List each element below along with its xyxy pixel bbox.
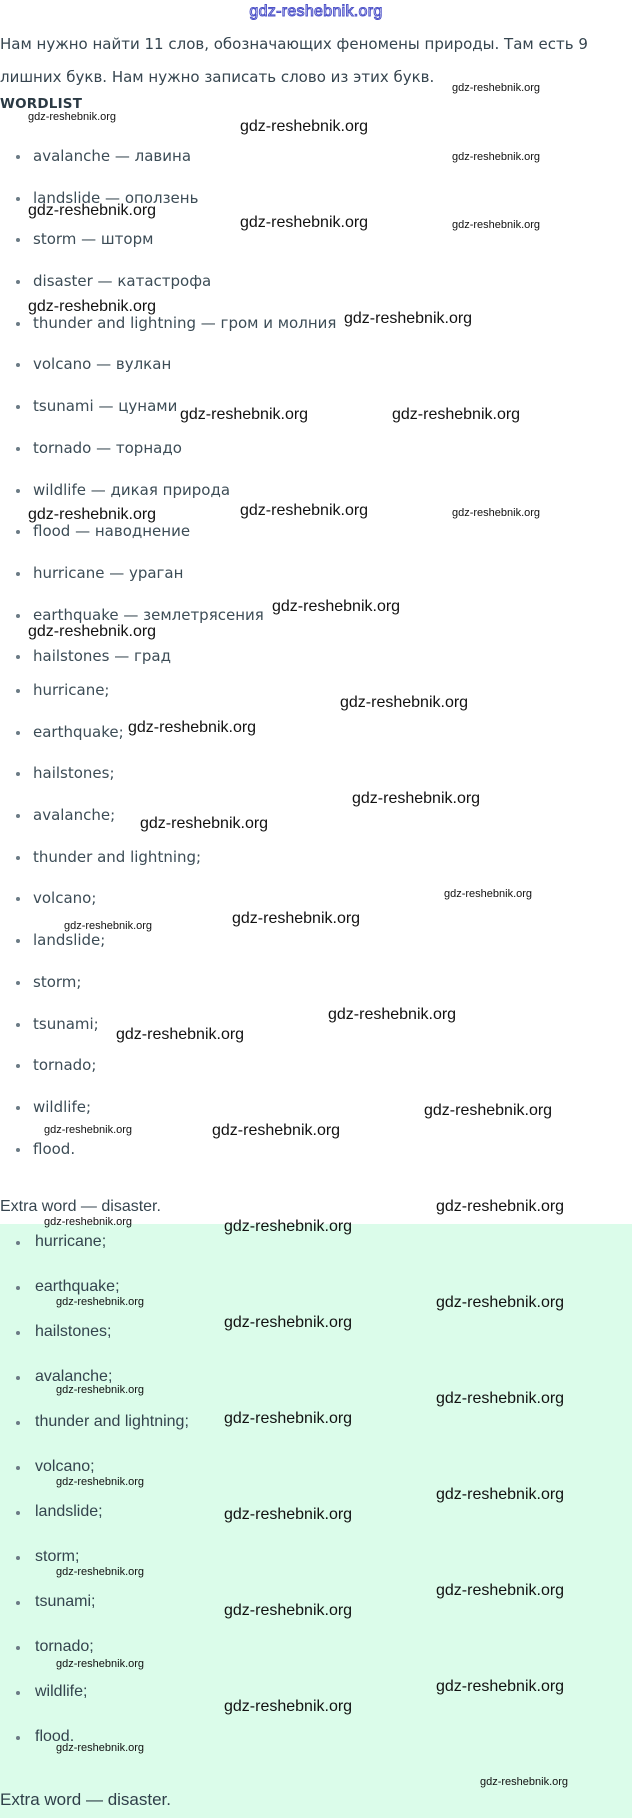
list-item: tornado — торнадо (0, 434, 336, 476)
intro-line-2: лишних букв. Нам нужно записать слово из этих букв. (0, 68, 435, 86)
highlighted-extra-word-text: Extra word — disaster. (0, 1790, 172, 1809)
watermark: gdz-reshebnik.org (224, 1218, 353, 1235)
watermark: gdz-reshebnik.org (224, 1410, 353, 1427)
intro-line-1: Нам нужно найти 11 слов, обозначающих феномены природы. Там есть 9 (0, 35, 588, 53)
wordlist-heading: WORDLIST (0, 96, 83, 112)
list-item: thunder and lightning — гром и молния (0, 309, 336, 351)
watermark: gdz-reshebnik.org (224, 1506, 353, 1523)
list-item: volcano; (0, 1453, 189, 1498)
watermark: gdz-reshebnik.org (436, 1198, 565, 1215)
watermark: gdz-reshebnik.org (436, 1294, 565, 1311)
watermark: gdz-reshebnik.org (452, 219, 541, 231)
site-header (0, 0, 632, 26)
watermark: gdz-reshebnik.org (128, 719, 257, 736)
watermark: gdz-reshebnik.org (224, 1698, 353, 1715)
watermark: gdz-reshebnik.org (56, 1566, 145, 1578)
list-item: avalanche; (0, 801, 201, 843)
list-item: storm — шторм (0, 225, 336, 267)
list-item: hurricane; (0, 676, 201, 718)
watermark: gdz-reshebnik.org (480, 1776, 569, 1788)
watermark: gdz-reshebnik.org (28, 202, 157, 219)
watermark: gdz-reshebnik.org (452, 151, 541, 163)
watermark: gdz-reshebnik.org (116, 1026, 245, 1043)
watermark: gdz-reshebnik.org (180, 406, 309, 423)
highlighted-answer-list (0, 1228, 189, 1768)
watermark: gdz-reshebnik.org (340, 694, 469, 711)
site-logo-text[interactable]: gdz-reshebnik.org (249, 3, 383, 20)
list-item: hurricane — ураган (0, 559, 336, 601)
watermark: gdz-reshebnik.org (44, 1124, 133, 1136)
watermark: gdz-reshebnik.org (436, 1486, 565, 1503)
list-item: tornado; (0, 1051, 201, 1093)
watermark: gdz-reshebnik.org (224, 1602, 353, 1619)
watermark: gdz-reshebnik.org (64, 920, 153, 932)
list-item: tsunami — цунами (0, 392, 336, 434)
watermark: gdz-reshebnik.org (56, 1658, 145, 1670)
list-item: earthquake; (0, 718, 201, 760)
list-item: disaster — катастрофа (0, 267, 336, 309)
list-item: landslide; (0, 1498, 189, 1543)
watermark: gdz-reshebnik.org (56, 1476, 145, 1488)
list-item: flood. (0, 1723, 189, 1768)
extra-word-text: Extra word — disaster. (0, 1198, 161, 1215)
list-item: avalanche — лавина (0, 142, 336, 184)
list-item: earthquake — землетрясения (0, 601, 336, 643)
list-item: thunder and lightning; (0, 843, 201, 885)
watermark: gdz-reshebnik.org (232, 910, 361, 927)
wordlist-list (0, 142, 336, 684)
watermark: gdz-reshebnik.org (272, 598, 401, 615)
list-item: hailstones; (0, 1318, 189, 1363)
list-item: storm; (0, 1543, 189, 1588)
intro-text (0, 28, 620, 94)
list-item: avalanche; (0, 1363, 189, 1408)
watermark: gdz-reshebnik.org (212, 1122, 341, 1139)
watermark: gdz-reshebnik.org (44, 1216, 133, 1228)
watermark: gdz-reshebnik.org (28, 111, 117, 123)
watermark: gdz-reshebnik.org (444, 888, 533, 900)
list-item: wildlife; (0, 1093, 201, 1135)
watermark: gdz-reshebnik.org (424, 1102, 553, 1119)
list-item: storm; (0, 968, 201, 1010)
list-item: tornado; (0, 1633, 189, 1678)
list-item: earthquake; (0, 1273, 189, 1318)
watermark: gdz-reshebnik.org (140, 815, 269, 832)
list-item: thunder and lightning; (0, 1408, 189, 1453)
watermark: gdz-reshebnik.org (328, 1006, 457, 1023)
watermark: gdz-reshebnik.org (344, 310, 473, 327)
list-item: landslide — оползень (0, 184, 336, 226)
watermark: gdz-reshebnik.org (436, 1582, 565, 1599)
watermark: gdz-reshebnik.org (224, 1314, 353, 1331)
list-item: flood — наводнение (0, 517, 336, 559)
watermark: gdz-reshebnik.org (240, 214, 369, 231)
watermark: gdz-reshebnik.org (392, 406, 521, 423)
list-item: tsunami; (0, 1588, 189, 1633)
list-item: landslide; (0, 926, 201, 968)
watermark: gdz-reshebnik.org (240, 502, 369, 519)
watermark: gdz-reshebnik.org (352, 790, 481, 807)
answer-list (0, 676, 201, 1176)
watermark: gdz-reshebnik.org (452, 507, 541, 519)
list-item: wildlife — дикая природа (0, 476, 336, 518)
watermark: gdz-reshebnik.org (28, 298, 157, 315)
watermark: gdz-reshebnik.org (28, 506, 157, 523)
watermark: gdz-reshebnik.org (56, 1296, 145, 1308)
list-item: hailstones — град (0, 642, 336, 684)
list-item: wildlife; (0, 1678, 189, 1723)
list-item: flood. (0, 1135, 201, 1177)
list-item: volcano; (0, 884, 201, 926)
watermark: gdz-reshebnik.org (56, 1384, 145, 1396)
watermark: gdz-reshebnik.org (452, 82, 541, 94)
watermark: gdz-reshebnik.org (436, 1678, 565, 1695)
list-item: hailstones; (0, 759, 201, 801)
watermark: gdz-reshebnik.org (436, 1390, 565, 1407)
list-item: tsunami; (0, 1010, 201, 1052)
watermark: gdz-reshebnik.org (56, 1742, 145, 1754)
watermark: gdz-reshebnik.org (28, 623, 157, 640)
watermark: gdz-reshebnik.org (240, 118, 369, 135)
list-item: hurricane; (0, 1228, 189, 1273)
list-item: volcano — вулкан (0, 350, 336, 392)
